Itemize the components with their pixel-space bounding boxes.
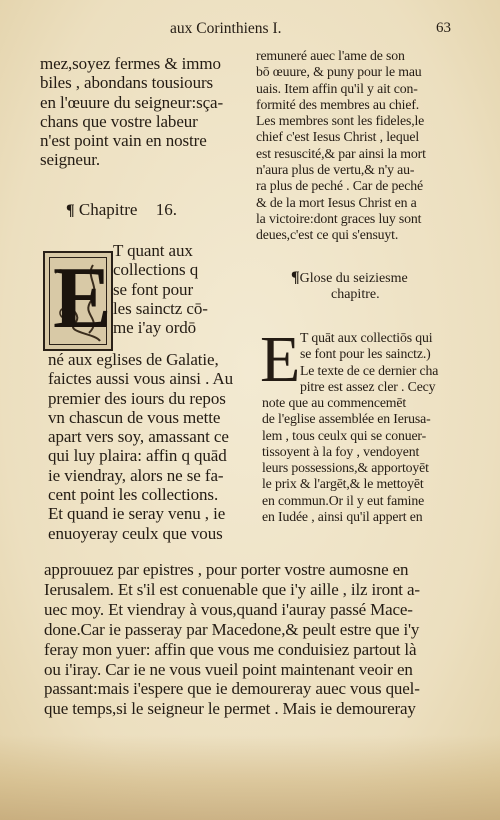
- text-line: leurs possessions,& apportoyēt: [262, 460, 429, 476]
- text-line: est resuscité,& par ainsi la mort: [256, 145, 426, 161]
- text-line: que temps,si le seigneur le permet . Mais ie demoureray: [44, 699, 416, 719]
- text-line: né aux eglises de Galatie,: [48, 350, 219, 369]
- glose-initial-letter: E: [260, 323, 301, 396]
- glose-title-line: [291, 270, 408, 287]
- text-line: note que au commencemēt: [262, 395, 407, 410]
- right-column-top: [256, 48, 464, 244]
- decorated-initial: [43, 251, 113, 351]
- initial-letter: E: [53, 250, 112, 347]
- text-line: collections q: [113, 260, 199, 280]
- text-line: T quant aux: [113, 241, 193, 260]
- text-line: enuoyeray ceulx que vous: [48, 523, 223, 543]
- text-line: Ierusalem. Et s'il est conuenable que i'y aille , ilz iront a-: [44, 579, 420, 599]
- chapter-number: 16.: [155, 200, 177, 219]
- right-column-body: [262, 395, 470, 525]
- text-line: qui luy plaira: affin q quād: [48, 446, 227, 466]
- text-line: pitre est assez cler . Cecy: [300, 378, 436, 394]
- text-line: approuuez par epistres , pour porter vostre aumosne en: [44, 560, 409, 579]
- chapter-label: Chapitre: [78, 200, 138, 219]
- text-line: & de la mort Iesus Christ en a: [256, 194, 417, 210]
- chapter-heading: [66, 200, 177, 220]
- full-width-text: [44, 560, 474, 719]
- text-line: ie viendray, alors ne se fa-: [48, 465, 224, 485]
- text-line: n'aura plus de vertu,& n'y au-: [256, 162, 415, 178]
- text-line: en Iudée , ainsi qu'il appert en: [262, 509, 423, 525]
- text-line: feray mon yuer: affin que vous me conduisiez partout là: [44, 639, 417, 659]
- left-column-body: [48, 350, 258, 543]
- text-line: done.Car ie passeray par Macedone,& peult estre que i'y: [44, 619, 420, 639]
- text-line: Les membres sont les fideles,le: [256, 113, 425, 129]
- text-line: vn chascun de vous mette: [48, 407, 221, 427]
- text-line: Le texte de ce dernier cha: [300, 362, 439, 378]
- text-line: en l'œuure du seigneur:sça-: [40, 92, 224, 112]
- left-initial-lines: [113, 241, 253, 337]
- text-line: se font pour: [113, 279, 194, 299]
- glose-subtitle: chapitre.: [331, 287, 380, 302]
- text-line: les sainctz cō-: [113, 298, 208, 318]
- text-line: seigneur.: [40, 150, 101, 170]
- text-line: bō œuure, & puny pour le mau: [256, 64, 422, 80]
- text-line: se font pour les sainctz.): [300, 346, 431, 362]
- text-line: chans que vostre labeur: [40, 111, 198, 131]
- running-title: aux Corinthiens I.: [170, 20, 282, 37]
- pilcrow-icon: ¶: [291, 270, 300, 286]
- text-line: Et quand ie seray venu , ie: [48, 504, 226, 524]
- text-line: uais. Item affin qu'il y ait con-: [256, 80, 418, 96]
- text-line: premier des iours du repos: [48, 388, 226, 408]
- glose-title: Glose du seiziesme: [299, 271, 408, 286]
- folio-number: 63: [436, 20, 451, 36]
- text-line: faictes aussi vous ainsi . Au: [48, 369, 234, 389]
- text-line: tissoyent à la foy , vendoyent: [262, 443, 420, 459]
- text-line: de l'eglise assemblée en Ierusa-: [262, 411, 431, 427]
- glose-heading: [291, 270, 408, 303]
- text-line: mez,soyez fermes & immo: [40, 54, 221, 73]
- text-line: me i'ay ordō: [113, 318, 197, 338]
- text-line: la victoire:dont graces luy sont: [256, 210, 422, 226]
- text-line: passant:mais i'espere que ie demoureray auec vous quel-: [44, 679, 420, 699]
- text-line: ou i'iray. Car ie ne vous vueil point maintenant veoir en: [44, 659, 413, 679]
- text-line: formité des membres au chief.: [256, 96, 420, 112]
- text-line: apart vers soy, amassant ce: [48, 427, 229, 447]
- text-line: en commun.Or il y eut famine: [262, 492, 425, 508]
- text-line: ra plus de peché . Car de peché: [256, 178, 423, 194]
- text-line: cent point les collections.: [48, 485, 219, 505]
- text-line: biles , abondans tousiours: [40, 73, 214, 93]
- text-line: remuneré auec l'ame de son: [256, 48, 405, 63]
- text-line: n'est point vain en nostre: [40, 131, 207, 151]
- text-line: le prix & l'argēt,& le mettoyēt: [262, 476, 424, 492]
- pilcrow-icon: ¶: [66, 202, 75, 219]
- text-line: uec moy. Et viendray à vous,quand i'auray passé Mace-: [44, 599, 413, 619]
- text-line: T quāt aux collectiōs qui: [300, 330, 433, 345]
- text-line: chief c'est Iesus Christ , lequel: [256, 129, 420, 145]
- text-line: lem , tous ceulx qui se conuer-: [262, 427, 427, 443]
- right-initial-lines: [300, 330, 470, 395]
- left-column-top: [40, 54, 252, 170]
- water-stain: [0, 735, 500, 820]
- text-line: deues,c'est ce qui s'ensuyt.: [256, 227, 399, 243]
